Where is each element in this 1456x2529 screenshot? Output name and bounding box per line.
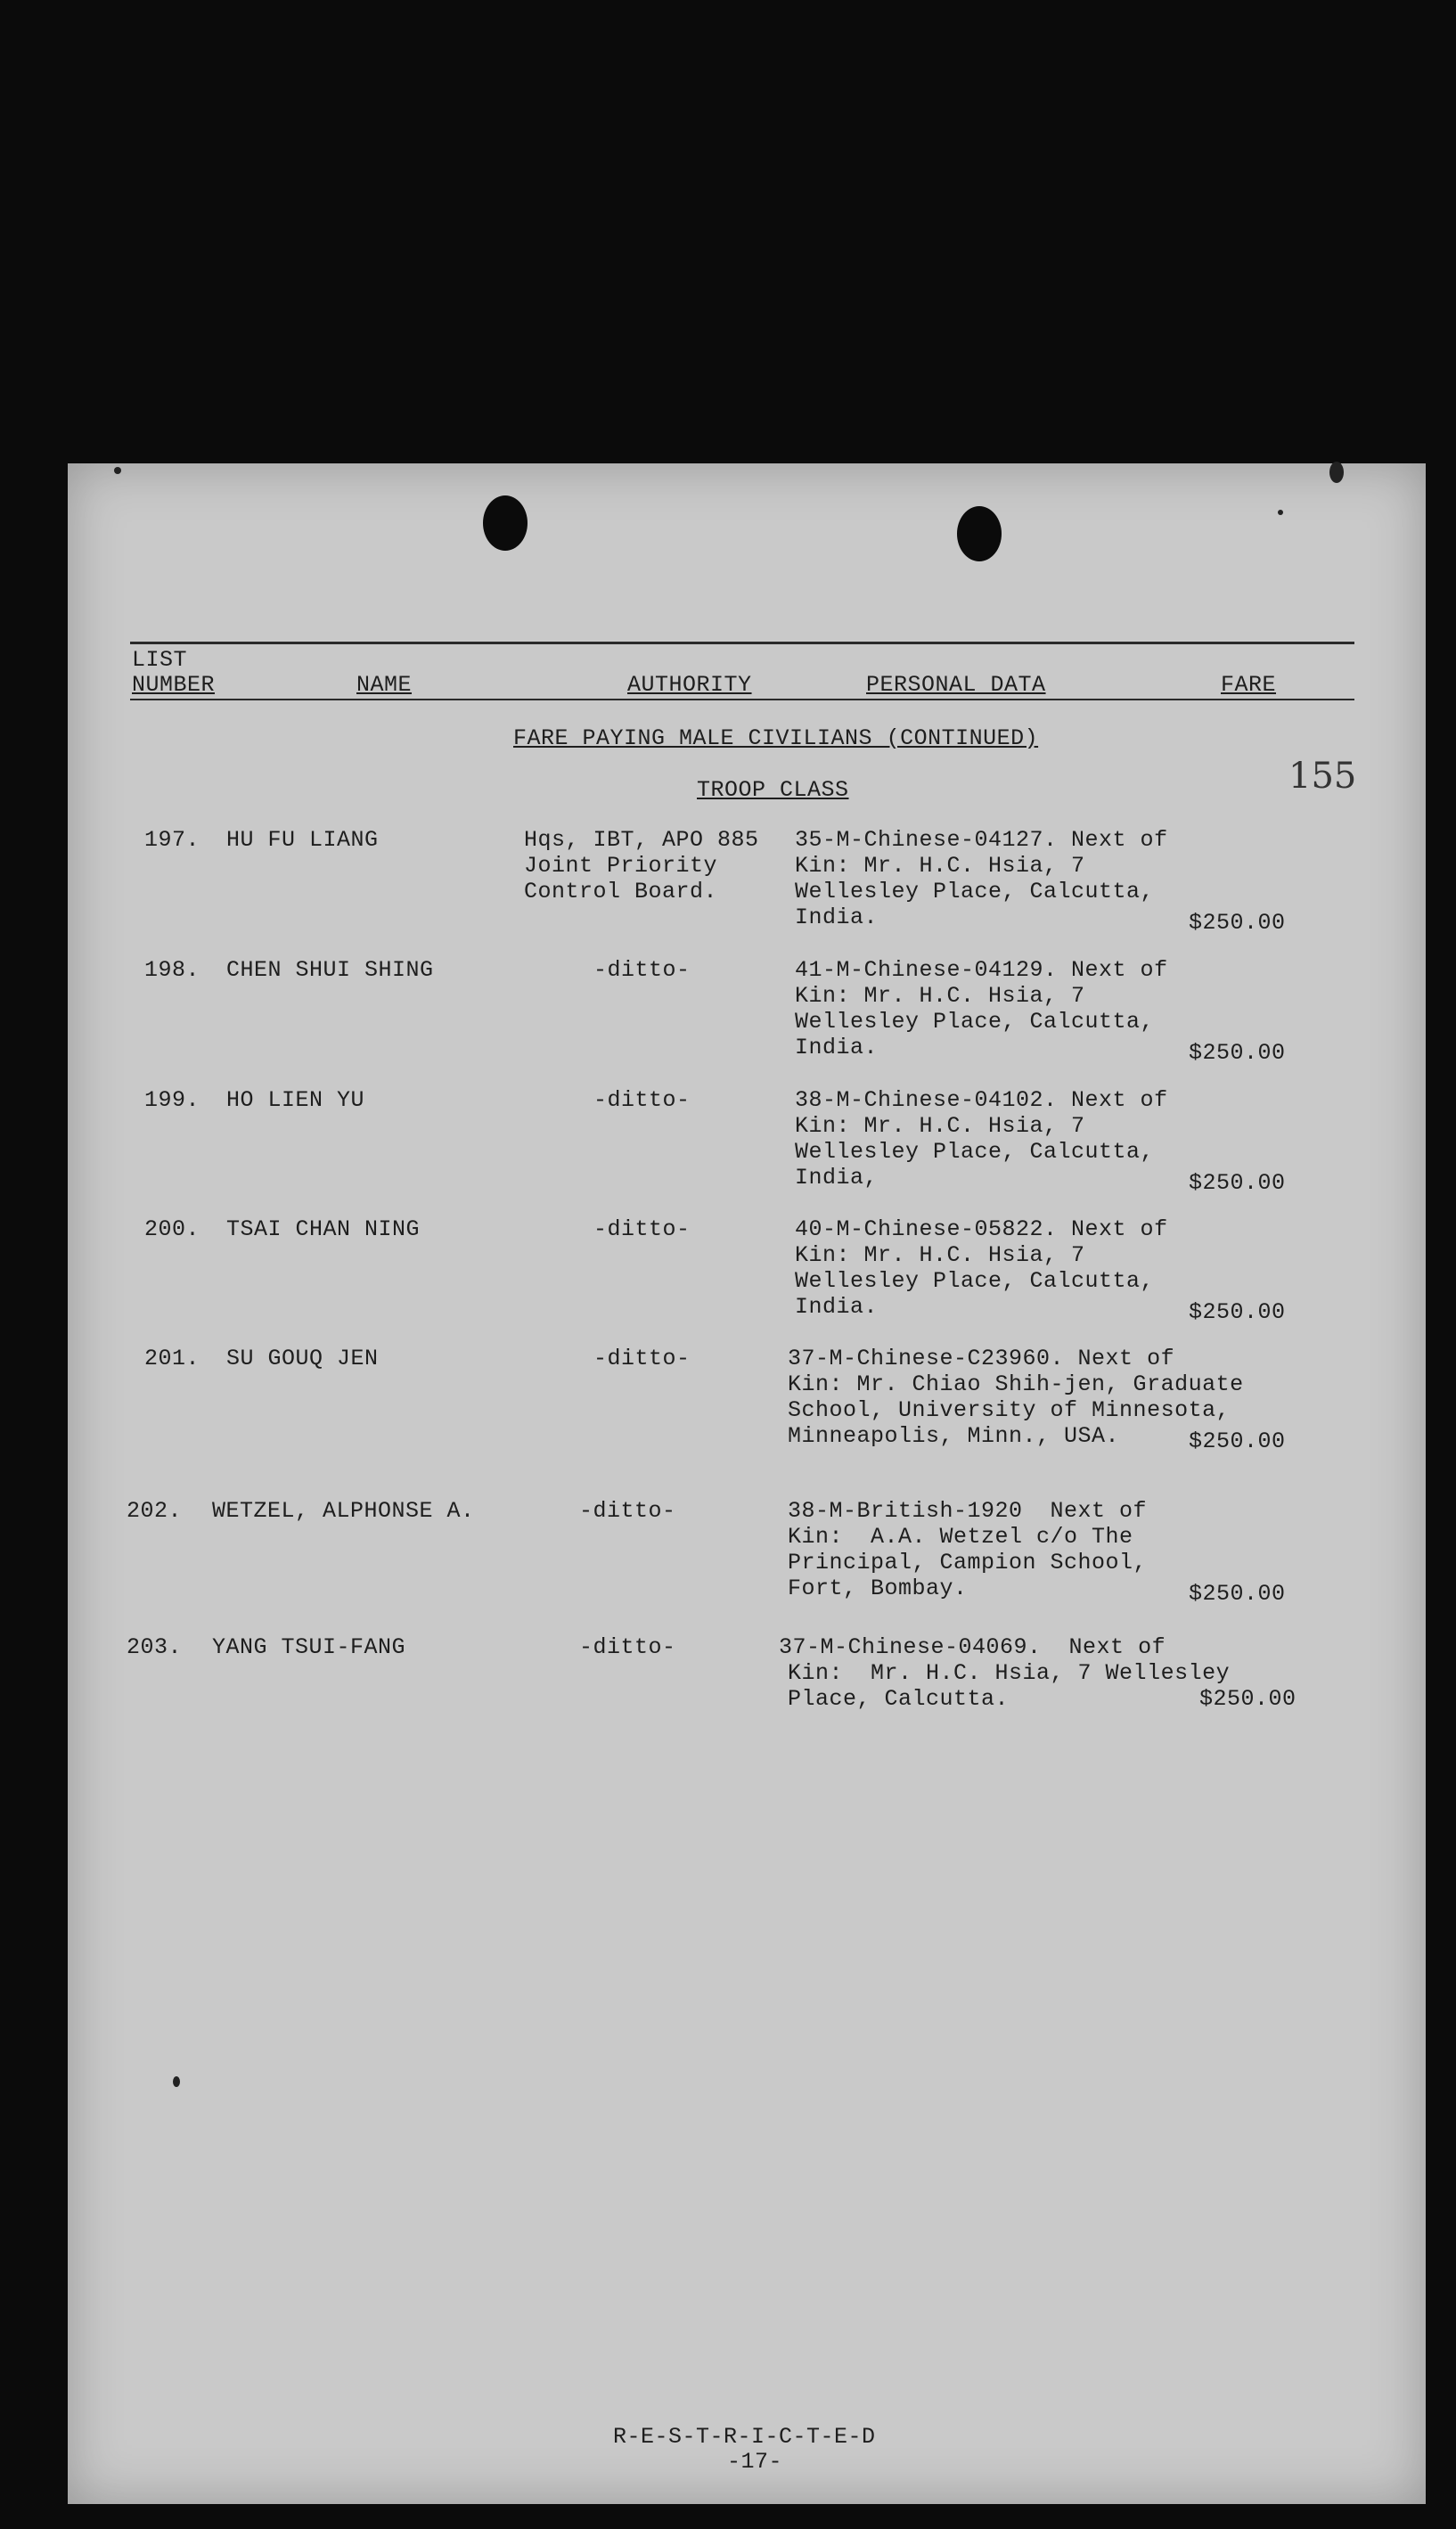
class-title: TROOP CLASS (697, 777, 849, 803)
punch-hole-left (483, 495, 528, 551)
scan-speck (1278, 510, 1283, 515)
section-title: FARE PAYING MALE CIVILIANS (CONTINUED) (513, 725, 1039, 751)
passenger-name: HO LIEN YU (226, 1087, 365, 1113)
list-number: 198. (144, 957, 200, 983)
personal-data-line: Place, Calcutta. (788, 1686, 1010, 1712)
authority-text: -ditto- (579, 1634, 676, 1660)
personal-data-line: School, University of Minnesota, (788, 1397, 1231, 1423)
personal-data-line: India, (795, 1165, 879, 1191)
personal-data-line: Wellesley Place, Calcutta, (795, 879, 1155, 904)
personal-data-line: 38-M-Chinese-04102. Next of (795, 1087, 1168, 1113)
personal-data-line: Wellesley Place, Calcutta, (795, 1139, 1155, 1165)
authority-text: Control Board. (524, 879, 718, 904)
list-number: 199. (144, 1087, 200, 1113)
restricted-marking: R-E-S-T-R-I-C-T-E-D (613, 2424, 876, 2450)
passenger-name: CHEN SHUI SHING (226, 957, 434, 983)
fare-amount: $250.00 (1199, 1686, 1296, 1712)
personal-data-line: 37-M-Chinese-C23960. Next of (788, 1346, 1175, 1371)
list-number: 202. (127, 1498, 183, 1524)
personal-data-line: Fort, Bombay. (788, 1576, 968, 1601)
passenger-name: WETZEL, ALPHONSE A. (212, 1498, 475, 1524)
fare-amount: $250.00 (1189, 1581, 1286, 1607)
fare-amount: $250.00 (1189, 1040, 1286, 1066)
personal-data-line: Kin: Mr. H.C. Hsia, 7 (795, 983, 1085, 1009)
personal-data-line: 38-M-British-1920 Next of (788, 1498, 1148, 1524)
authority-text: -ditto- (593, 1087, 691, 1113)
fare-amount: $250.00 (1189, 1170, 1286, 1196)
document-page (68, 463, 1426, 2504)
authority-text: -ditto- (593, 1346, 691, 1371)
personal-data-line: Kin: Mr. H.C. Hsia, 7 (795, 1113, 1085, 1139)
header-name: NAME (356, 672, 413, 698)
header-top-rule (130, 642, 1354, 644)
passenger-name: HU FU LIANG (226, 827, 379, 853)
header-bottom-rule (130, 699, 1354, 700)
authority-text: Joint Priority (524, 853, 718, 879)
authority-text: Hqs, IBT, APO 885 (524, 827, 759, 853)
personal-data-line: India. (795, 1035, 879, 1060)
passenger-name: YANG TSUI-FANG (212, 1634, 406, 1660)
personal-data-line: India. (795, 1294, 879, 1320)
personal-data-line: 41-M-Chinese-04129. Next of (795, 957, 1168, 983)
page-number-stamp: 155 (1288, 756, 1357, 797)
header-list-number: LIST (132, 647, 188, 673)
header-personal-data: PERSONAL DATA (866, 672, 1046, 698)
list-number: 197. (144, 827, 200, 853)
footer-page-number: -17- (727, 2449, 783, 2475)
personal-data-line: Wellesley Place, Calcutta, (795, 1009, 1155, 1035)
personal-data-line: Kin: Mr. H.C. Hsia, 7 Wellesley (788, 1660, 1231, 1686)
scan-speck (173, 2076, 180, 2087)
personal-data-line: Kin: Mr. H.C. Hsia, 7 (795, 853, 1085, 879)
personal-data-line: Principal, Campion School, (788, 1550, 1148, 1576)
list-number: 200. (144, 1216, 200, 1242)
fare-amount: $250.00 (1189, 1299, 1286, 1325)
list-number: 203. (127, 1634, 183, 1660)
personal-data-line: Kin: Mr. H.C. Hsia, 7 (795, 1242, 1085, 1268)
passenger-name: TSAI CHAN NING (226, 1216, 421, 1242)
personal-data-line: Kin: A.A. Wetzel c/o The (788, 1524, 1133, 1550)
personal-data-line: Minneapolis, Minn., USA. (788, 1423, 1120, 1449)
authority-text: -ditto- (579, 1498, 676, 1524)
scan-speck (114, 467, 121, 474)
list-number: 201. (144, 1346, 200, 1371)
authority-text: -ditto- (593, 1216, 691, 1242)
personal-data-line: 37-M-Chinese-04069. Next of (779, 1634, 1166, 1660)
personal-data-line: Kin: Mr. Chiao Shih-jen, Graduate (788, 1371, 1244, 1397)
header-fare: FARE (1221, 672, 1277, 698)
header-list-number-2: NUMBER (132, 672, 216, 698)
authority-text: -ditto- (593, 957, 691, 983)
personal-data-line: 35-M-Chinese-04127. Next of (795, 827, 1168, 853)
punch-hole-right (957, 506, 1002, 561)
personal-data-line: Wellesley Place, Calcutta, (795, 1268, 1155, 1294)
fare-amount: $250.00 (1189, 1428, 1286, 1454)
personal-data-line: India. (795, 904, 879, 930)
scan-speck (1329, 462, 1344, 483)
personal-data-line: 40-M-Chinese-05822. Next of (795, 1216, 1168, 1242)
fare-amount: $250.00 (1189, 910, 1286, 936)
header-authority: AUTHORITY (627, 672, 752, 698)
passenger-name: SU GOUQ JEN (226, 1346, 379, 1371)
